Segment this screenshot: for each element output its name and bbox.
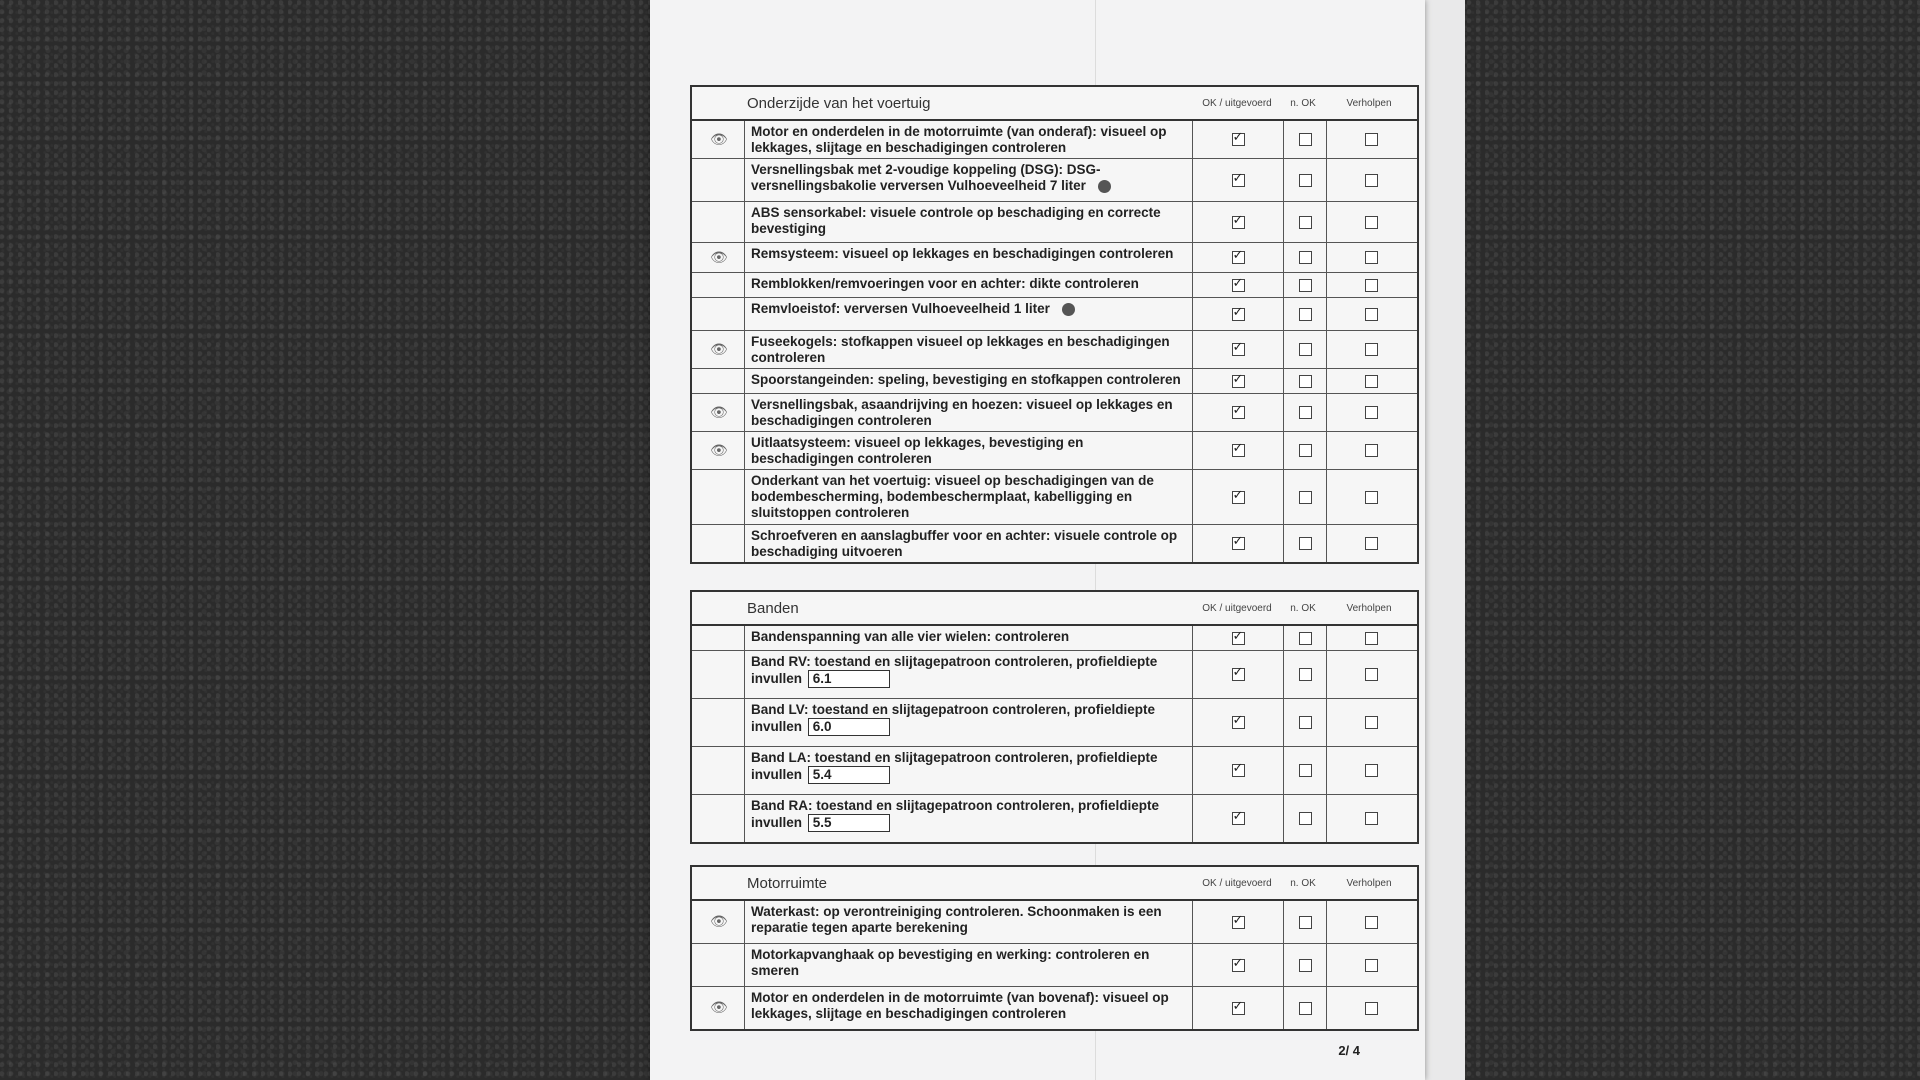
ok-cell bbox=[1193, 795, 1284, 842]
row-icon-cell bbox=[692, 651, 745, 698]
info-dot-icon bbox=[1098, 180, 1111, 193]
row-text: Waterkast: op verontreiniging controleren. Schoonmaken is een reparatie tegen aparte berekening bbox=[751, 904, 1162, 935]
tread-depth-field[interactable]: 5.4 bbox=[808, 766, 890, 784]
row-description bbox=[745, 944, 1193, 986]
checklist-row bbox=[692, 626, 1417, 651]
checklist-row bbox=[692, 944, 1417, 987]
row-icon-cell bbox=[692, 747, 745, 794]
column-header-ok: OK / uitgevoerd bbox=[1202, 877, 1272, 889]
ok-cell bbox=[1193, 901, 1284, 943]
nok-checkbox[interactable] bbox=[1299, 308, 1312, 321]
ok-checkbox[interactable] bbox=[1232, 406, 1245, 419]
row-text: Remvloeistof: verversen Vulhoeveelheid 1 liter bbox=[751, 301, 1050, 316]
checklist-row bbox=[692, 394, 1417, 432]
section-banden bbox=[690, 590, 1419, 844]
nok-cell bbox=[1284, 470, 1327, 524]
row-icon-cell bbox=[692, 369, 745, 393]
nok-checkbox[interactable] bbox=[1299, 216, 1312, 229]
row-text: Schroefveren en aanslagbuffer voor en achter: visuele controle op beschadiging uitvoeren bbox=[751, 528, 1178, 559]
nok-cell bbox=[1284, 626, 1327, 650]
ok-cell bbox=[1193, 273, 1284, 297]
row-icon-cell bbox=[692, 987, 745, 1029]
verholpen-checkbox[interactable] bbox=[1365, 491, 1378, 504]
verholpen-checkbox[interactable] bbox=[1365, 308, 1378, 321]
ok-checkbox[interactable] bbox=[1232, 764, 1245, 777]
verholpen-cell bbox=[1327, 121, 1416, 158]
row-text: Motor en onderdelen in de motorruimte (van bovenaf): visueel op lekkages, slijtage en beschadigingen controleren bbox=[751, 990, 1169, 1021]
ok-cell bbox=[1193, 369, 1284, 393]
nok-checkbox[interactable] bbox=[1299, 343, 1312, 356]
verholpen-checkbox[interactable] bbox=[1365, 764, 1378, 777]
row-icon-cell bbox=[692, 202, 745, 242]
tread-depth-field[interactable]: 6.0 bbox=[808, 718, 890, 736]
ok-checkbox[interactable] bbox=[1232, 375, 1245, 388]
verholpen-cell bbox=[1327, 525, 1416, 562]
checklist-row bbox=[692, 987, 1417, 1029]
nok-checkbox[interactable] bbox=[1299, 279, 1312, 292]
verholpen-cell bbox=[1327, 901, 1416, 943]
row-text: Versnellingsbak met 2-voudige koppeling (DSG): DSG-versnellingsbakolie verversen Vulhoeveelheid 7 liter bbox=[751, 162, 1101, 193]
verholpen-cell bbox=[1327, 944, 1416, 986]
checklist-row bbox=[692, 525, 1417, 562]
checklist-row bbox=[692, 202, 1417, 243]
verholpen-checkbox[interactable] bbox=[1365, 343, 1378, 356]
row-icon-cell bbox=[692, 525, 745, 562]
row-description bbox=[745, 747, 1193, 794]
eye-icon: 👁 bbox=[710, 249, 728, 266]
ok-checkbox[interactable] bbox=[1232, 343, 1245, 356]
verholpen-cell bbox=[1327, 394, 1416, 431]
nok-checkbox[interactable] bbox=[1299, 375, 1312, 388]
ok-cell bbox=[1193, 525, 1284, 562]
row-description bbox=[745, 432, 1193, 469]
nok-cell bbox=[1284, 243, 1327, 272]
ok-checkbox[interactable] bbox=[1232, 959, 1245, 972]
row-description bbox=[745, 298, 1193, 330]
verholpen-checkbox[interactable] bbox=[1365, 251, 1378, 264]
column-header-verholpen: Verholpen bbox=[1346, 877, 1392, 889]
checklist-row bbox=[692, 470, 1417, 525]
row-text: Band LA: toestand en slijtagepatroon controleren, profieldiepte invullen bbox=[751, 750, 1158, 782]
row-icon-cell bbox=[692, 944, 745, 986]
verholpen-cell bbox=[1327, 470, 1416, 524]
row-description bbox=[745, 795, 1193, 842]
row-text: Onderkant van het voertuig: visueel op beschadigingen van de bodembescherming, bodembeschermplaat, kabelligging en sluitstoppen controleren bbox=[751, 473, 1154, 520]
ok-cell bbox=[1193, 298, 1284, 330]
verholpen-checkbox[interactable] bbox=[1365, 444, 1378, 457]
checklist-row bbox=[692, 795, 1417, 842]
column-header-nok: n. OK bbox=[1290, 877, 1316, 889]
eye-icon: 👁 bbox=[710, 131, 728, 148]
nok-checkbox[interactable] bbox=[1299, 632, 1312, 645]
row-icon-cell bbox=[692, 699, 745, 746]
row-text: Band LV: toestand en slijtagepatroon controleren, profieldiepte invullen bbox=[751, 702, 1156, 734]
row-icon-cell bbox=[692, 331, 745, 368]
row-icon-cell bbox=[692, 159, 745, 201]
checklist-row bbox=[692, 747, 1417, 795]
section-header bbox=[692, 867, 1417, 901]
ok-checkbox[interactable] bbox=[1232, 716, 1245, 729]
nok-cell bbox=[1284, 525, 1327, 562]
ok-cell bbox=[1193, 432, 1284, 469]
nok-checkbox[interactable] bbox=[1299, 716, 1312, 729]
section-title: Onderzijde van het voertuig bbox=[747, 94, 931, 112]
ok-cell bbox=[1193, 944, 1284, 986]
row-text: Remblokken/remvoeringen voor en achter: dikte controleren bbox=[751, 276, 1139, 291]
column-header-nok: n. OK bbox=[1290, 97, 1316, 109]
row-text: Spoorstangeinden: speling, bevestiging en stofkappen controleren bbox=[751, 372, 1181, 387]
row-description bbox=[745, 273, 1193, 297]
verholpen-checkbox[interactable] bbox=[1365, 406, 1378, 419]
nok-checkbox[interactable] bbox=[1299, 444, 1312, 457]
ok-cell bbox=[1193, 651, 1284, 698]
nok-cell bbox=[1284, 901, 1327, 943]
row-icon-cell bbox=[692, 432, 745, 469]
ok-checkbox[interactable] bbox=[1232, 491, 1245, 504]
row-icon-cell bbox=[692, 795, 745, 842]
row-text: Band RV: toestand en slijtagepatroon controleren, profieldiepte invullen bbox=[751, 654, 1158, 686]
verholpen-cell bbox=[1327, 369, 1416, 393]
nok-cell bbox=[1284, 159, 1327, 201]
ok-cell bbox=[1193, 470, 1284, 524]
ok-checkbox[interactable] bbox=[1232, 251, 1245, 264]
row-description bbox=[745, 121, 1193, 158]
nok-checkbox[interactable] bbox=[1299, 406, 1312, 419]
ok-checkbox[interactable] bbox=[1232, 916, 1245, 929]
row-description bbox=[745, 525, 1193, 562]
ok-checkbox[interactable] bbox=[1232, 632, 1245, 645]
ok-cell bbox=[1193, 394, 1284, 431]
section-header bbox=[692, 592, 1417, 626]
ok-cell bbox=[1193, 202, 1284, 242]
column-header-ok: OK / uitgevoerd bbox=[1202, 602, 1272, 614]
row-description bbox=[745, 243, 1193, 272]
nok-cell bbox=[1284, 987, 1327, 1029]
nok-checkbox[interactable] bbox=[1299, 916, 1312, 929]
row-text: Bandenspanning van alle vier wielen: controleren bbox=[751, 629, 1070, 644]
ok-cell bbox=[1193, 121, 1284, 158]
checklist-row bbox=[692, 273, 1417, 298]
section-header bbox=[692, 87, 1417, 121]
nok-cell bbox=[1284, 202, 1327, 242]
column-header-ok: OK / uitgevoerd bbox=[1202, 97, 1272, 109]
verholpen-checkbox[interactable] bbox=[1365, 716, 1378, 729]
row-text: Remsysteem: visueel op lekkages en beschadigingen controleren bbox=[751, 246, 1174, 261]
checklist-row bbox=[692, 243, 1417, 273]
row-icon-cell bbox=[692, 901, 745, 943]
checklist-row bbox=[692, 121, 1417, 159]
verholpen-checkbox[interactable] bbox=[1365, 632, 1378, 645]
eye-icon: 👁 bbox=[710, 404, 728, 421]
ok-cell bbox=[1193, 626, 1284, 650]
ok-checkbox[interactable] bbox=[1232, 174, 1245, 187]
section-title: Banden bbox=[747, 599, 799, 617]
nok-checkbox[interactable] bbox=[1299, 174, 1312, 187]
row-icon-cell bbox=[692, 298, 745, 330]
nok-checkbox[interactable] bbox=[1299, 491, 1312, 504]
checklist-row bbox=[692, 651, 1417, 699]
row-text: Fuseekogels: stofkappen visueel op lekkages en beschadigingen controleren bbox=[751, 334, 1170, 365]
ok-checkbox[interactable] bbox=[1232, 668, 1245, 681]
verholpen-checkbox[interactable] bbox=[1365, 279, 1378, 292]
row-text: Uitlaatsysteem: visueel op lekkages, bevestiging en beschadigingen controleren bbox=[751, 435, 1084, 466]
nok-cell bbox=[1284, 651, 1327, 698]
verholpen-cell bbox=[1327, 651, 1416, 698]
nok-cell bbox=[1284, 369, 1327, 393]
tread-depth-field[interactable]: 6.1 bbox=[808, 670, 890, 688]
eye-icon: 👁 bbox=[710, 442, 728, 459]
verholpen-checkbox[interactable] bbox=[1365, 537, 1378, 550]
verholpen-cell bbox=[1327, 243, 1416, 272]
row-icon-cell bbox=[692, 121, 745, 158]
row-description bbox=[745, 331, 1193, 368]
tread-depth-field[interactable]: 5.5 bbox=[808, 814, 890, 832]
section-onderzijde-van-het-voertuig bbox=[690, 85, 1419, 564]
row-description bbox=[745, 651, 1193, 698]
row-text: Motor en onderdelen in de motorruimte (van onderaf): visueel op lekkages, slijtage en beschadigingen controleren bbox=[751, 124, 1167, 155]
section-title: Motorruimte bbox=[747, 874, 828, 892]
nok-cell bbox=[1284, 121, 1327, 158]
verholpen-checkbox[interactable] bbox=[1365, 812, 1378, 825]
ok-checkbox[interactable] bbox=[1232, 133, 1245, 146]
checklist-row bbox=[692, 159, 1417, 202]
verholpen-cell bbox=[1327, 331, 1416, 368]
eye-icon: 👁 bbox=[710, 914, 728, 930]
nok-checkbox[interactable] bbox=[1299, 959, 1312, 972]
row-description bbox=[745, 626, 1193, 650]
row-description bbox=[745, 987, 1193, 1029]
row-text: Motorkapvanghaak op bevestiging en werking: controleren en smeren bbox=[751, 947, 1150, 978]
nok-checkbox[interactable] bbox=[1299, 668, 1312, 681]
verholpen-checkbox[interactable] bbox=[1365, 1002, 1378, 1015]
verholpen-cell bbox=[1327, 432, 1416, 469]
verholpen-cell bbox=[1327, 699, 1416, 746]
column-header-verholpen: Verholpen bbox=[1346, 97, 1392, 109]
verholpen-checkbox[interactable] bbox=[1365, 916, 1378, 929]
row-text: Versnellingsbak, asaandrijving en hoezen: visueel op lekkages en beschadigingen controleren bbox=[751, 397, 1173, 428]
nok-checkbox[interactable] bbox=[1299, 251, 1312, 264]
checklist-row bbox=[692, 298, 1417, 331]
verholpen-checkbox[interactable] bbox=[1365, 959, 1378, 972]
nok-checkbox[interactable] bbox=[1299, 1002, 1312, 1015]
nok-cell bbox=[1284, 273, 1327, 297]
row-description bbox=[745, 202, 1193, 242]
ok-cell bbox=[1193, 747, 1284, 794]
eye-icon: 👁 bbox=[710, 1000, 728, 1016]
ok-checkbox[interactable] bbox=[1232, 279, 1245, 292]
column-header-nok: n. OK bbox=[1290, 602, 1316, 614]
nok-checkbox[interactable] bbox=[1299, 764, 1312, 777]
row-icon-cell bbox=[692, 243, 745, 272]
ok-checkbox[interactable] bbox=[1232, 308, 1245, 321]
ok-cell bbox=[1193, 699, 1284, 746]
section-motorruimte bbox=[690, 865, 1419, 1031]
verholpen-cell bbox=[1327, 202, 1416, 242]
nok-cell bbox=[1284, 331, 1327, 368]
nok-cell bbox=[1284, 747, 1327, 794]
verholpen-cell bbox=[1327, 626, 1416, 650]
nok-cell bbox=[1284, 432, 1327, 469]
ok-checkbox[interactable] bbox=[1232, 537, 1245, 550]
nok-cell bbox=[1284, 795, 1327, 842]
row-description bbox=[745, 159, 1193, 201]
nok-checkbox[interactable] bbox=[1299, 537, 1312, 550]
verholpen-cell bbox=[1327, 747, 1416, 794]
page-number: 2/ 4 bbox=[1338, 1043, 1360, 1058]
checklist-row bbox=[692, 369, 1417, 394]
ok-cell bbox=[1193, 159, 1284, 201]
eye-icon: 👁 bbox=[710, 341, 728, 358]
row-icon-cell bbox=[692, 394, 745, 431]
checklist-row bbox=[692, 432, 1417, 470]
row-icon-cell bbox=[692, 273, 745, 297]
inspection-sheet bbox=[650, 0, 1425, 1080]
verholpen-checkbox[interactable] bbox=[1365, 174, 1378, 187]
verholpen-checkbox[interactable] bbox=[1365, 216, 1378, 229]
row-description bbox=[745, 470, 1193, 524]
ok-checkbox[interactable] bbox=[1232, 1002, 1245, 1015]
nok-cell bbox=[1284, 699, 1327, 746]
verholpen-checkbox[interactable] bbox=[1365, 133, 1378, 146]
row-description bbox=[745, 901, 1193, 943]
nok-cell bbox=[1284, 298, 1327, 330]
nok-cell bbox=[1284, 944, 1327, 986]
row-icon-cell bbox=[692, 626, 745, 650]
row-description bbox=[745, 369, 1193, 393]
checklist-row bbox=[692, 699, 1417, 747]
row-text: ABS sensorkabel: visuele controle op beschadiging en correcte bevestiging bbox=[751, 205, 1161, 236]
row-text: Band RA: toestand en slijtagepatroon controleren, profieldiepte invullen bbox=[751, 798, 1160, 830]
checklist-row bbox=[692, 901, 1417, 944]
ok-checkbox[interactable] bbox=[1232, 216, 1245, 229]
nok-checkbox[interactable] bbox=[1299, 812, 1312, 825]
ok-checkbox[interactable] bbox=[1232, 444, 1245, 457]
column-header-verholpen: Verholpen bbox=[1346, 602, 1392, 614]
nok-checkbox[interactable] bbox=[1299, 133, 1312, 146]
nok-cell bbox=[1284, 394, 1327, 431]
verholpen-cell bbox=[1327, 987, 1416, 1029]
ok-cell bbox=[1193, 243, 1284, 272]
verholpen-cell bbox=[1327, 795, 1416, 842]
info-dot-icon bbox=[1062, 303, 1075, 316]
checklist-row bbox=[692, 331, 1417, 369]
verholpen-checkbox[interactable] bbox=[1365, 375, 1378, 388]
verholpen-cell bbox=[1327, 273, 1416, 297]
ok-cell bbox=[1193, 331, 1284, 368]
verholpen-cell bbox=[1327, 159, 1416, 201]
row-description bbox=[745, 699, 1193, 746]
row-icon-cell bbox=[692, 470, 745, 524]
ok-cell bbox=[1193, 987, 1284, 1029]
verholpen-checkbox[interactable] bbox=[1365, 668, 1378, 681]
verholpen-cell bbox=[1327, 298, 1416, 330]
row-description bbox=[745, 394, 1193, 431]
ok-checkbox[interactable] bbox=[1232, 812, 1245, 825]
